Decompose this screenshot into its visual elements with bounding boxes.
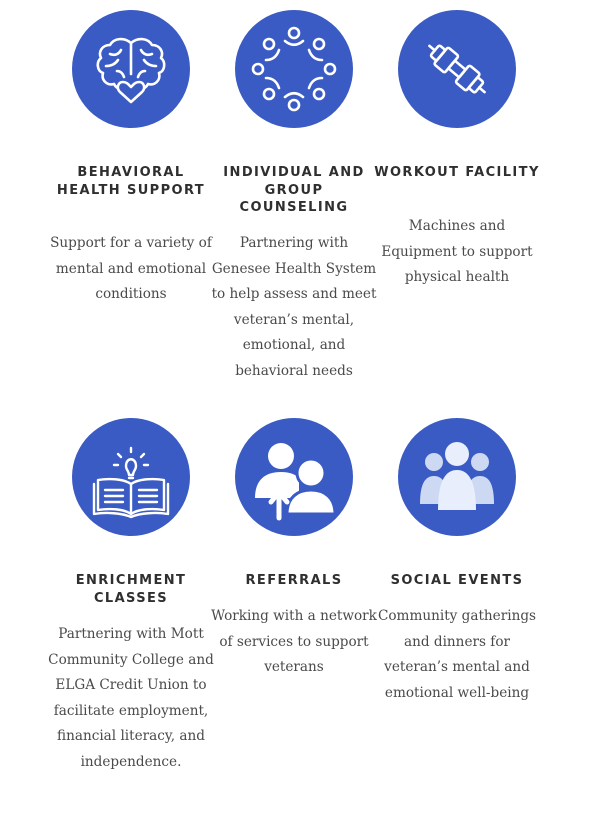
service-title: ENRICHMENT CLASSES (75, 573, 187, 606)
service-description: Partnering with Genesee Health System to help assess and meet veteran’s mental, emotional, and behavioral needs (211, 235, 377, 379)
service-title: INDIVIDUAL AND GROUP COUNSELING (223, 165, 365, 215)
brain-heart-icon (72, 10, 190, 128)
group-circle-icon (235, 10, 353, 128)
service-description: Machines and Equipment to support physical health (381, 218, 533, 286)
book-lightbulb-icon (72, 418, 190, 536)
referral-people-icon (235, 418, 353, 536)
people-group-icon (398, 418, 516, 536)
service-title: SOCIAL EVENTS (390, 573, 524, 588)
dumbbell-icon (398, 10, 516, 128)
service-title: REFERRALS (245, 573, 343, 588)
service-title: BEHAVIORAL HEALTH SUPPORT (56, 165, 206, 198)
service-description: Community gatherings and dinners for veteran’s mental and emotional well-being (377, 608, 537, 701)
service-title: WORKOUT FACILITY (374, 165, 540, 180)
service-description: Partnering with Mott Community College and ELGA Credit Union to facilitate employment, financial literacy, and independence. (48, 626, 214, 770)
service-description: Working with a network of services to support veterans (211, 608, 377, 676)
service-description: Support for a variety of mental and emotional conditions (50, 235, 212, 303)
